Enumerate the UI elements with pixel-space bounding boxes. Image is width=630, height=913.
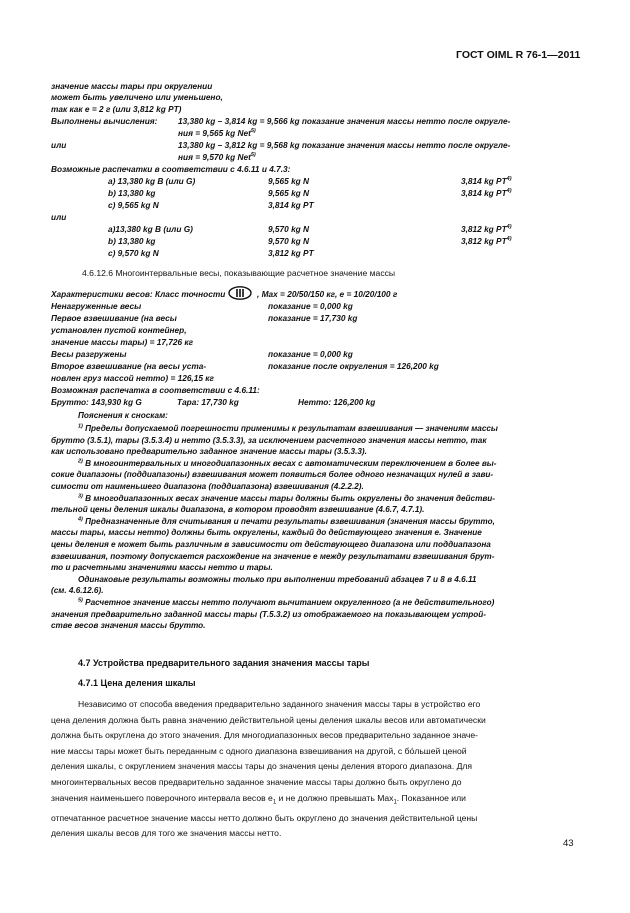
printout-cell: 9,565 kg N [268,176,310,186]
text-line: Ненагруженные весы [51,301,142,311]
text-line: значение массы тары) = 17,726 кг [51,337,194,347]
text-line: может быть увеличено или уменьшено, [51,92,223,102]
printout-cell: 3,812 kg PT [268,248,314,258]
calc-line: ния = 9,570 kg Net$^{5)}$ [178,152,256,162]
footnote-line: взвешивания, поэтому допускается расхождение на значение e между результатами взвешивания брут- [51,551,495,561]
footnote-line: брутто (3.5.1), тары (3.5.3.4) и нетто (3.5.3.3), за исключением расчетного значения массы нетто, так [51,435,487,445]
footnote-line: тельной цены деления шкалы диапазона, в котором проводят взвешивание (4.6.7, 4.7.1). [51,505,425,515]
footnote-line: $^{1)}$ Пределы допускаемой погрешности применимы к результатам взвешивания — значениям массы [78,423,498,433]
printout-gross: Брутто: 143,930 kg G [51,397,142,407]
paragraph-line: отпечатанное расчетное значение массы нетто должно быть округлено до значения действительной цены [51,812,478,823]
reading: показание после округления = 126,200 kg [268,361,439,371]
printout-cell: 9,565 kg N [268,188,310,198]
reading: показание = 0,000 kg [268,301,353,311]
printout-cell: b) 13,380 kg [108,188,156,198]
printout-cell: 3,812 kg PT$^{4)}$ [461,224,512,234]
paragraph-line: деления шкалы весов для того же значения массы нетто. [51,828,282,839]
paragraph-line: Независимо от способа введения предварительно заданного значения массы тары в устройство его [78,699,481,709]
paragraph-line: многоинтервальных весов предварительно заданное значение массы тары должно быть округлено до [51,776,462,787]
calc-line: ния = 9,565 kg Net$^{5)}$ [178,128,256,138]
printout-cell: a) 13,380 kg B (или G) [108,176,196,186]
footnote-line: цены деления e может быть различным в зависимости от действующего диапазона или поддиапазона [51,539,491,549]
printout-cell: c) 9,570 kg N [108,248,159,258]
paragraph-line: ние массы тары может быть переданным с одного диапазона взвешивания на другой, с бо́льшей ценой [51,745,467,756]
reading: показание = 17,730 kg [268,313,358,323]
paragraph-line: значения наименьшего поверочного интервала весов $e_1$ и не должно превышать Max$_1$. Показанное или [51,792,466,806]
paragraph-line: цена деления должна быть равна значению действительной цены деления шкалы весов или автоматически [51,714,486,725]
text-line: Весы разгружены [51,349,127,359]
footnote-line: симости от наименьшего диапазона (поддиапазона) взвешивания (4.2.2.2). [51,481,364,491]
paragraph [51,697,486,842]
text-line: Второе взвешивание (на весы уста- [51,361,207,371]
section-title: 4.6.12.6 Многоинтервальные весы, показывающие расчетное значение массы [82,268,396,278]
footnote-line: значения предварительно заданной массы тары (Т.5.3.2) из отображаемого на показывающем устрой- [51,609,487,619]
document-header: ГОСТ OIML R 76-1—2011 [456,49,581,61]
footnote-line: сокие диапазоны (поддиапазоны) взвешивания может появиться более одного незначащих нулей в зави- [51,470,494,480]
printout-tare: Тара: 17,730 kg [177,397,239,407]
footnote-line: $^{2)}$ В многоинтервальных и многодиапазонных весах с автоматическим переключением в более вы- [78,458,497,468]
text-line: установлен пустой контейнер, [51,325,187,335]
or-label: или [51,140,67,150]
footnote-line: (см. 4.6.12.6). [51,586,104,596]
printout-cell: 3,812 kg PT$^{4)}$ [461,236,512,246]
printout-cell: c) 9,565 kg N [108,200,159,210]
calc-line: 13,380 kg – 3,812 kg = 9,568 kg показание значения массы нетто после округле- [178,140,511,150]
footnotes-block [51,423,498,632]
reading: показание = 0,000 kg [268,349,353,359]
paragraph-line: должна быть округлена до этого значения. Для многодиапазонных весов предварительно заданное значе- [51,730,479,741]
printout-cell: 9,570 kg N [268,236,310,246]
printouts-label: Возможные распечатки в соответствии с 4.6.11 и 4.7.3: [51,164,291,174]
footnote-line: Одинаковые результаты возможны только при выполнении требований абзацев 7 и 8 в 4.6.11 [78,574,477,584]
section-title: 4.7 Устройства предварительного задания значения массы тары [78,658,370,668]
printout-cell: 9,570 kg N [268,224,310,234]
printout-net: Нетто: 126,200 kg [298,397,376,407]
footnote-line: $^{5)}$ Расчетное значение массы нетто получают вычитанием округленного (а не действительного) [78,597,495,607]
text-line: так как e = 2 г (или 3,812 kg PT) [51,104,182,114]
char-values: , Max = 20/50/150 кг, e = 10/20/100 г [257,289,398,299]
calc-label: Выполнены вычисления: [51,116,158,126]
footnote-line: как использовано предварительно заданное значение массы тары (3.5.3.3). [51,447,367,457]
printout-cell: b) 13,380 kg [108,236,156,246]
footnotes-title: Пояснения к сноскам: [78,411,168,420]
text-line: значение массы тары при округлении [51,81,213,91]
or-label: или [51,212,67,222]
footnote-line: стве весов значения массы брутто. [51,621,206,631]
paragraph-line: деления шкалы, с округлением значения массы тары до значения цены деления второго диапазона. Для [51,761,473,772]
text-line: новлен груз массой нетто) = 126,15 кг [51,373,214,383]
char-label: Характеристики весов: Класс точности [51,289,226,299]
calc-line: 13,380 kg – 3,814 kg = 9,566 kg показание значения массы нетто после округле- [178,116,511,126]
footnote-line: $^{4)}$ Предназначенные для считывания и печати результаты взвешивания (значения массы брутто, [78,516,495,526]
footnote-line: $^{3)}$ В многодиапазонных весах значение массы тары должны быть округлены до значения действи- [78,492,496,503]
footnote-line: массы тары, массы нетто) должны быть округлены, каждый до действующего значения e. Значение [51,528,482,538]
text-line: Возможная распечатка в соответствии с 4.6.11: [51,385,260,395]
subsection-title: 4.7.1 Цена деления шкалы [78,678,196,688]
text-line: Первое взвешивание (на весы [51,313,177,323]
printout-cell: 3,814 kg PT$^{4)}$ [461,176,512,186]
printout-cell: 3,814 kg PT$^{4)}$ [461,188,512,198]
footnote-line: то и расчетными значениями массы нетто и тары. [51,563,273,573]
accuracy-class-iii-icon [228,286,252,300]
page-number: 43 [563,838,574,849]
printout-cell: a)13,380 kg B (или G) [108,224,193,234]
printout-cell: 3,814 kg PT [268,200,314,210]
